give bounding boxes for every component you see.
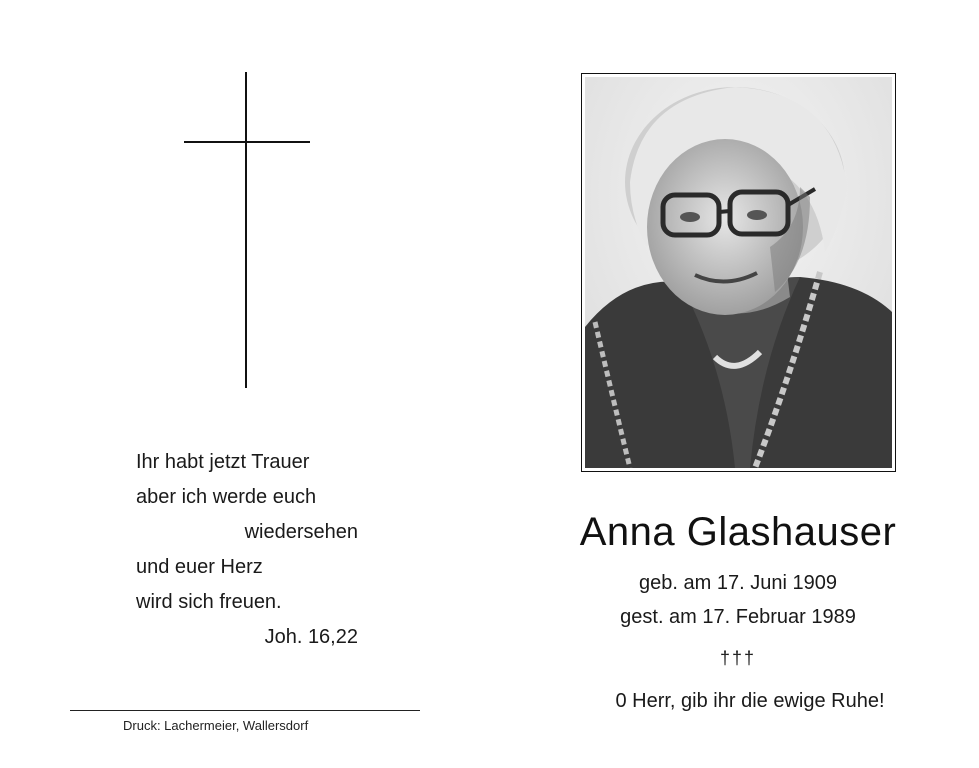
cross-icon-vertical xyxy=(245,72,247,388)
printer-credit: Druck: Lachermeier, Wallersdorf xyxy=(123,718,309,733)
death-date: gest. am 17. Februar 1989 xyxy=(620,606,856,628)
prayer: 0 Herr, gib ihr die ewige Ruhe! xyxy=(615,690,885,712)
cross-icon-horizontal xyxy=(184,141,310,143)
bible-verse xyxy=(136,445,358,655)
verse-line: Ihr habt jetzt Trauer xyxy=(136,451,310,473)
verse-line: wird sich freuen. xyxy=(136,591,282,613)
verse-line: und euer Herz xyxy=(136,556,263,578)
verse-reference: Joh. 16,22 xyxy=(264,626,358,648)
divider xyxy=(70,710,420,711)
deceased-name: Anna Glashauser xyxy=(579,510,897,554)
verse-line: aber ich werde euch xyxy=(136,486,317,508)
three-crosses-icon: ††† xyxy=(719,648,757,668)
portrait-frame xyxy=(581,73,896,472)
birth-date: geb. am 17. Juni 1909 xyxy=(639,572,837,594)
verse-line: wiedersehen xyxy=(244,521,358,543)
portrait-photo xyxy=(585,77,892,468)
